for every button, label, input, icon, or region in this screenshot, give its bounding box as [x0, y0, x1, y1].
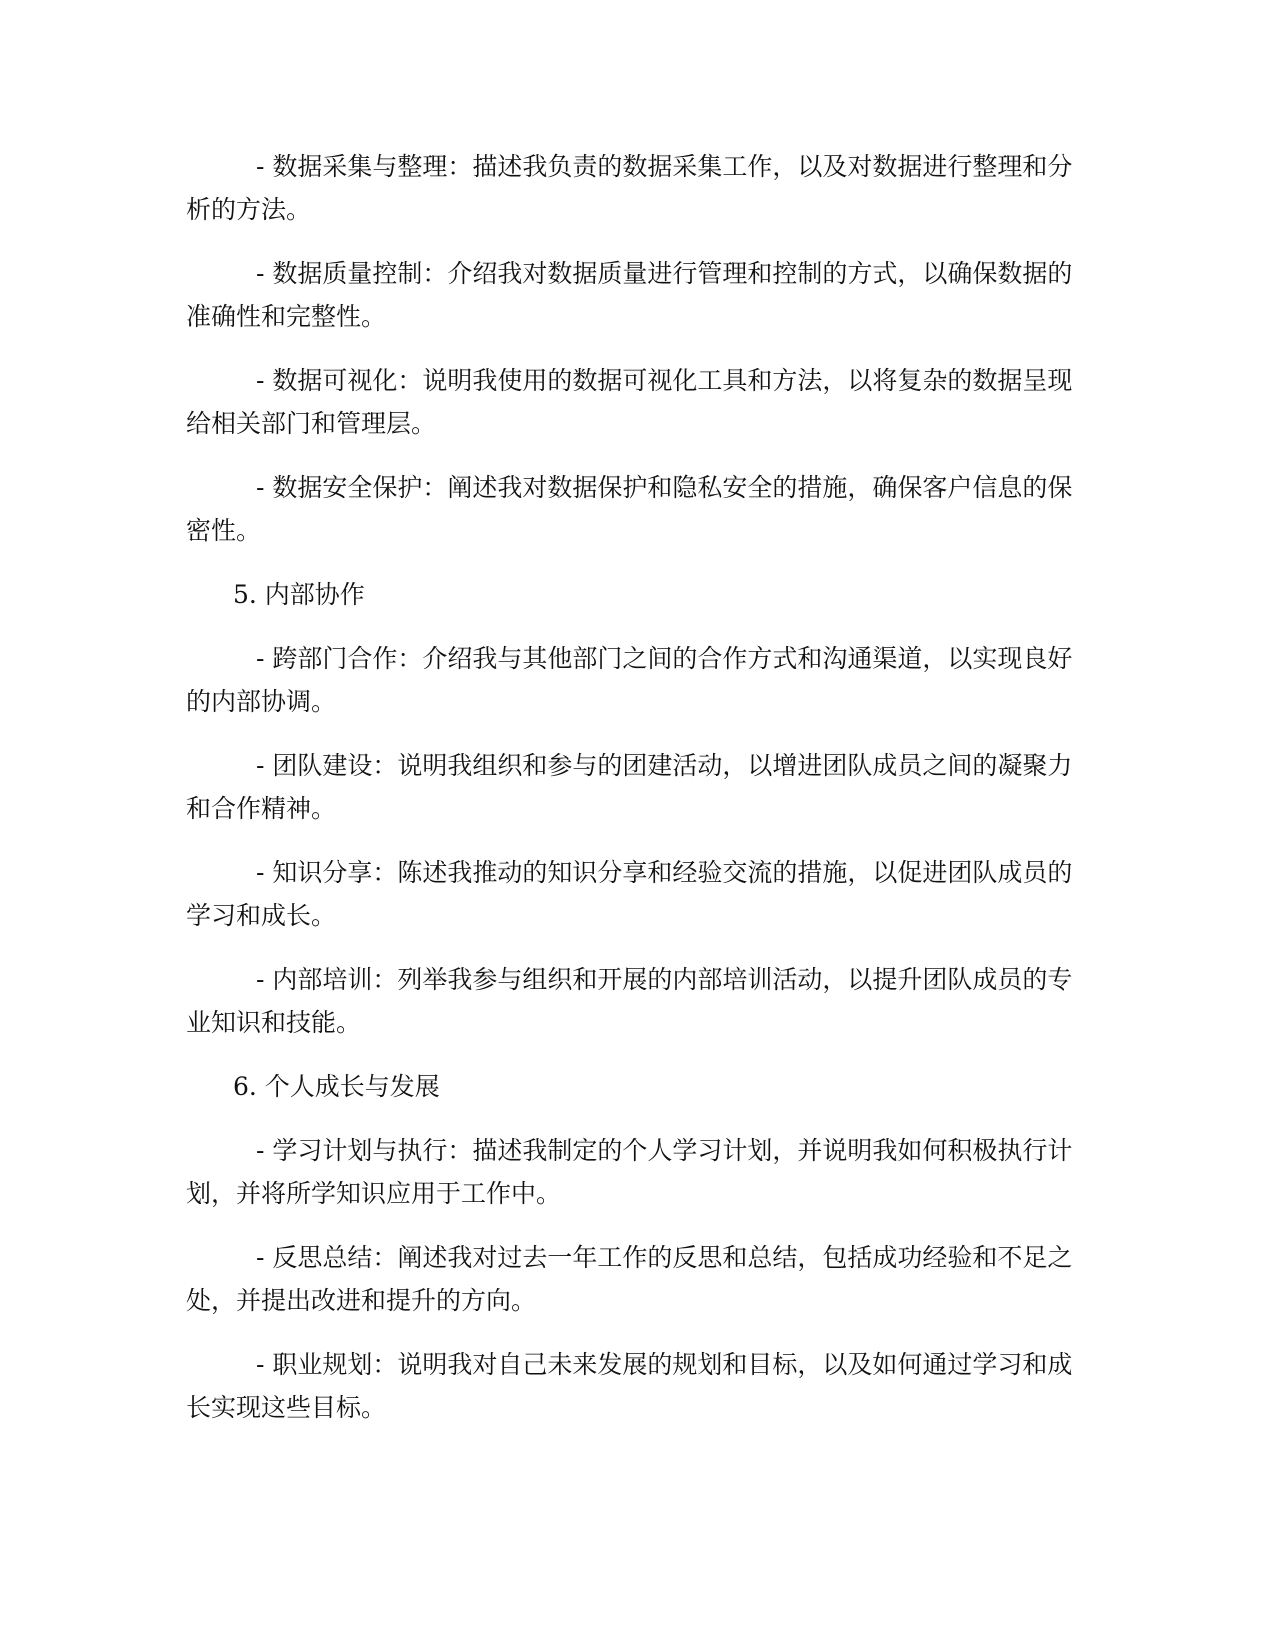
bullet-team-building: - 团队建设：说明我组织和参与的团建活动，以增进团队成员之间的凝聚力和合作精神。	[186, 751, 1073, 823]
bullet-data-visualization: - 数据可视化：说明我使用的数据可视化工具和方法，以将复杂的数据呈现给相关部门和管理层。	[186, 366, 1073, 438]
bullet-data-quality: - 数据质量控制：介绍我对数据质量进行管理和控制的方式，以确保数据的准确性和完整性。	[186, 259, 1073, 331]
bullet-reflection: - 反思总结：阐述我对过去一年工作的反思和总结，包括成功经验和不足之处，并提出改进和提升的方向。	[186, 1243, 1073, 1315]
bullet-learning-plan: - 学习计划与执行：描述我制定的个人学习计划，并说明我如何积极执行计划，并将所学知识应用于工作中。	[186, 1136, 1073, 1208]
document-body	[186, 145, 1076, 1450]
section-heading-internal-collaboration: 5. 内部协作	[233, 580, 365, 609]
bullet-data-collection: - 数据采集与整理：描述我负责的数据采集工作，以及对数据进行整理和分析的方法。	[186, 152, 1073, 224]
bullet-career-plan: - 职业规划：说明我对自己未来发展的规划和目标，以及如何通过学习和成长实现这些目标。	[186, 1350, 1073, 1422]
bullet-knowledge-sharing: - 知识分享：陈述我推动的知识分享和经验交流的措施，以促进团队成员的学习和成长。	[186, 858, 1073, 930]
bullet-data-security: - 数据安全保护：阐述我对数据保护和隐私安全的措施，确保客户信息的保密性。	[186, 473, 1073, 545]
bullet-cross-department: - 跨部门合作：介绍我与其他部门之间的合作方式和沟通渠道，以实现良好的内部协调。	[186, 644, 1073, 716]
bullet-internal-training: - 内部培训：列举我参与组织和开展的内部培训活动，以提升团队成员的专业知识和技能。	[186, 965, 1073, 1037]
section-heading-personal-growth: 6. 个人成长与发展	[233, 1072, 440, 1101]
